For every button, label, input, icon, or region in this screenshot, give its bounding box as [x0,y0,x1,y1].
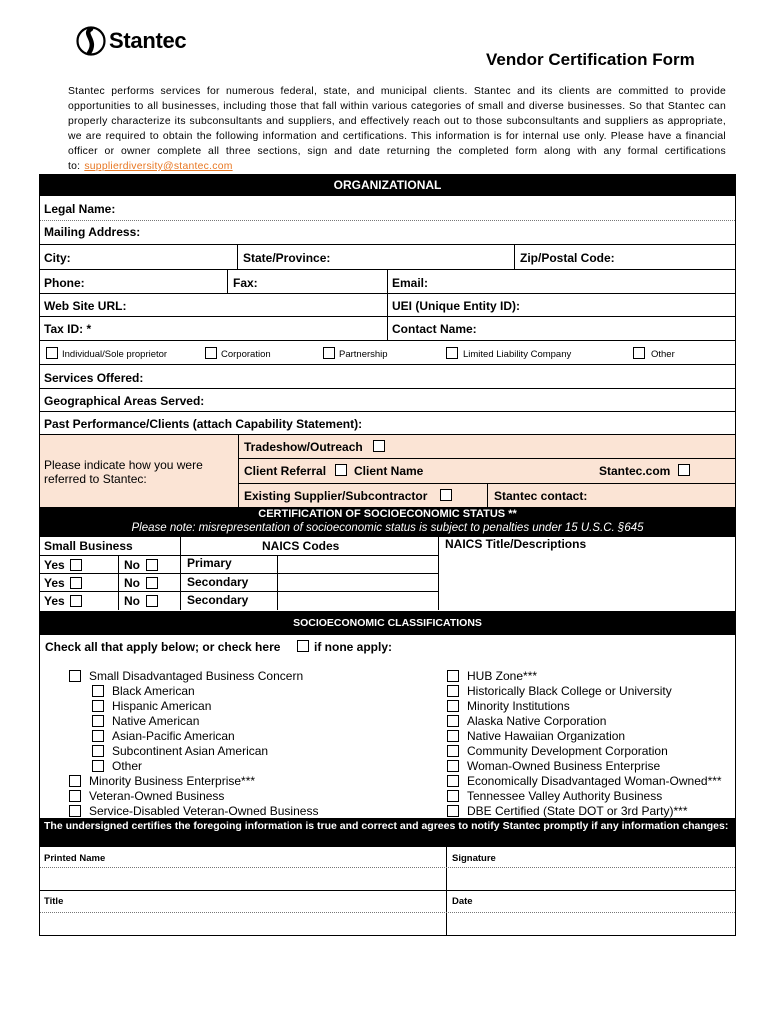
socio-left-label: Black American [112,684,195,698]
socio-left-label: Native American [112,714,200,728]
services-offered-label: Services Offered: [44,371,144,385]
socio-left-checkbox[interactable] [69,805,81,817]
phone-label: Phone: [44,276,85,290]
entity-partnership-label: Partnership [339,349,388,360]
signature-label: Signature [452,853,496,864]
client-name-label: Client Name [354,464,424,478]
socio-right-label: Tennessee Valley Authority Business [467,789,663,803]
socio-left-label: Service-Disabled Veteran-Owned Business [89,804,319,818]
socio-right-label: Alaska Native Corporation [467,714,607,728]
socio-right-label: HUB Zone*** [467,669,538,683]
check-all-prompt: Check all that apply below; or check here [45,640,281,654]
state-province-label: State/Province: [243,251,331,265]
socio-left-label: Subcontinent Asian American [112,744,269,758]
socio-left-label: Other [112,759,143,773]
socio-right-checkbox[interactable] [447,805,459,817]
socio-left-checkbox[interactable] [69,790,81,802]
small-business-yes-checkbox[interactable] [70,559,82,571]
socio-right-checkbox[interactable] [447,760,459,772]
socio-right-label: Minority Institutions [467,699,570,713]
entity-individual-checkbox[interactable] [46,347,58,359]
socio-left-label: Small Disadvantaged Business Concern [89,669,304,683]
if-none-apply-label: if none apply: [314,640,392,654]
stantec-logo [76,26,186,56]
small-business-yes-checkbox[interactable] [70,577,82,589]
small-business-yes-label: Yes [44,594,65,608]
socio-right-checkbox[interactable] [447,670,459,682]
email-label: Email: [392,276,429,290]
entity-individual-label: Individual/Sole proprietor [62,349,168,360]
section-header-certification [40,507,735,537]
small-business-no-checkbox[interactable] [146,595,158,607]
existing-supplier-checkbox[interactable] [440,489,452,501]
socio-left-checkbox[interactable] [92,715,104,727]
small-business-yes-checkbox[interactable] [70,595,82,607]
naics-titles-label: NAICS Title/Descriptions [445,537,587,551]
small-business-yes-label: Yes [44,558,65,572]
socio-left-label: Minority Business Enterprise*** [89,774,256,788]
none-apply-checkbox[interactable] [297,640,309,652]
small-business-label: Small Business [44,539,133,553]
socio-left-label: Veteran-Owned Business [89,789,225,803]
certification-note: Please note: misrepresentation of socioeconomic status is subject to penalties under 15 U.S.C. §645 [131,522,644,534]
socio-left-label: Asian-Pacific American [112,729,235,743]
stantec-logo-icon [76,26,106,56]
client-referral-label: Client Referral [244,464,327,478]
uei-label: UEI (Unique Entity ID): [392,299,520,313]
socio-right-label: DBE Certified (State DOT or 3rd Party)*** [467,804,688,818]
socio-right-checkbox[interactable] [447,775,459,787]
small-business-no-checkbox[interactable] [146,559,158,571]
socio-left-checkbox[interactable] [92,730,104,742]
stantec-com-label: Stantec.com [599,464,671,478]
socio-right-label: Community Development Corporation [467,744,668,758]
socio-left-checkbox[interactable] [69,775,81,787]
title-label: Title [44,896,64,907]
socio-right-checkbox[interactable] [447,715,459,727]
stantec-com-checkbox[interactable] [678,464,690,476]
printed-name-label: Printed Name [44,853,106,864]
entity-corporation-label: Corporation [221,349,271,360]
date-label: Date [452,896,473,907]
socio-right-label: Native Hawaiian Organization [467,729,626,743]
vendor-form [39,174,736,936]
socio-right-label: Historically Black College or University [467,684,672,698]
intro-paragraph [68,84,726,174]
entity-llc-checkbox[interactable] [446,347,458,359]
tradeshow-checkbox[interactable] [373,440,385,452]
certification-title: CERTIFICATION OF SOCIOECONOMIC STATUS ** [258,508,517,520]
existing-supplier-label: Existing Supplier/Subcontractor [244,489,428,503]
geographical-areas-label: Geographical Areas Served: [44,394,205,408]
section-header-socioeconomic: SOCIOECONOMIC CLASSIFICATIONS [40,611,735,635]
entity-llc-label: Limited Liability Company [463,349,572,360]
legal-name-label: Legal Name: [44,202,116,216]
socio-left-checkbox[interactable] [92,760,104,772]
naics-secondary-label: Secondary [187,575,249,589]
socio-right-checkbox[interactable] [447,790,459,802]
zip-postal-code-label: Zip/Postal Code: [520,251,615,265]
naics-primary-label: Primary [187,556,232,570]
certification-statement: The undersigned certifies the foregoing information is true and correct and agrees to notify Stantec promptly if any information changes: [40,818,735,847]
stantec-contact-label: Stantec contact: [494,489,588,503]
naics-codes-label: NAICS Codes [262,539,340,553]
tradeshow-label: Tradeshow/Outreach [244,440,363,454]
website-url-label: Web Site URL: [44,299,127,313]
client-referral-checkbox[interactable] [335,464,347,476]
socio-right-checkbox[interactable] [447,700,459,712]
small-business-no-label: No [124,576,140,590]
socio-right-checkbox[interactable] [447,730,459,742]
socio-left-checkbox[interactable] [92,700,104,712]
tax-id-label: Tax ID: * [44,322,92,336]
naics-secondary-label: Secondary [187,593,249,607]
fax-label: Fax: [233,276,258,290]
entity-corporation-checkbox[interactable] [205,347,217,359]
socio-right-label: Economically Disadvantaged Woman-Owned*** [467,774,722,788]
form-title: Vendor Certification Form [486,50,695,69]
past-performance-label: Past Performance/Clients (attach Capability Statement): [44,417,363,431]
entity-partnership-checkbox[interactable] [323,347,335,359]
socio-left-checkbox[interactable] [92,745,104,757]
referral-prompt: Please indicate how you were referred to Stantec: [44,458,203,486]
supplier-diversity-email-link[interactable]: supplierdiversity@stantec.com [84,161,233,172]
small-business-no-label: No [124,594,140,608]
socio-right-label: Woman-Owned Business Enterprise [467,759,661,773]
socio-left-checkbox[interactable] [69,670,81,682]
socio-left-checkbox[interactable] [92,685,104,697]
small-business-no-label: No [124,558,140,572]
city-label: City: [44,251,71,265]
socio-left-label: Hispanic American [112,699,212,713]
mailing-address-label: Mailing Address: [44,225,141,239]
socio-right-checkbox[interactable] [447,685,459,697]
socio-right-checkbox[interactable] [447,745,459,757]
logo-text: Stantec [109,28,187,53]
section-header-organizational: ORGANIZATIONAL [40,175,735,196]
small-business-no-checkbox[interactable] [146,577,158,589]
intro-text: Stantec performs services for numerous federal, state, and municipal clients. Stantec and its clients are committed to provide opportunities to all businesses, including those that fall within various categories of small and diverse businesses. So that Stantec can properly characterize its subconsultants and suppliers, and effectively reach out to those subconsultants and suppliers as appropriate, we are required to obtain the following information and certifications. This information is for internal use only. Please have a financial officer or owner complete all three sections, sign and date returning the completed form along with any formal certifications to: [68,86,726,172]
small-business-yes-label: Yes [44,576,65,590]
contact-name-label: Contact Name: [392,322,477,336]
entity-other-checkbox[interactable] [633,347,645,359]
entity-other-label: Other [651,349,675,360]
